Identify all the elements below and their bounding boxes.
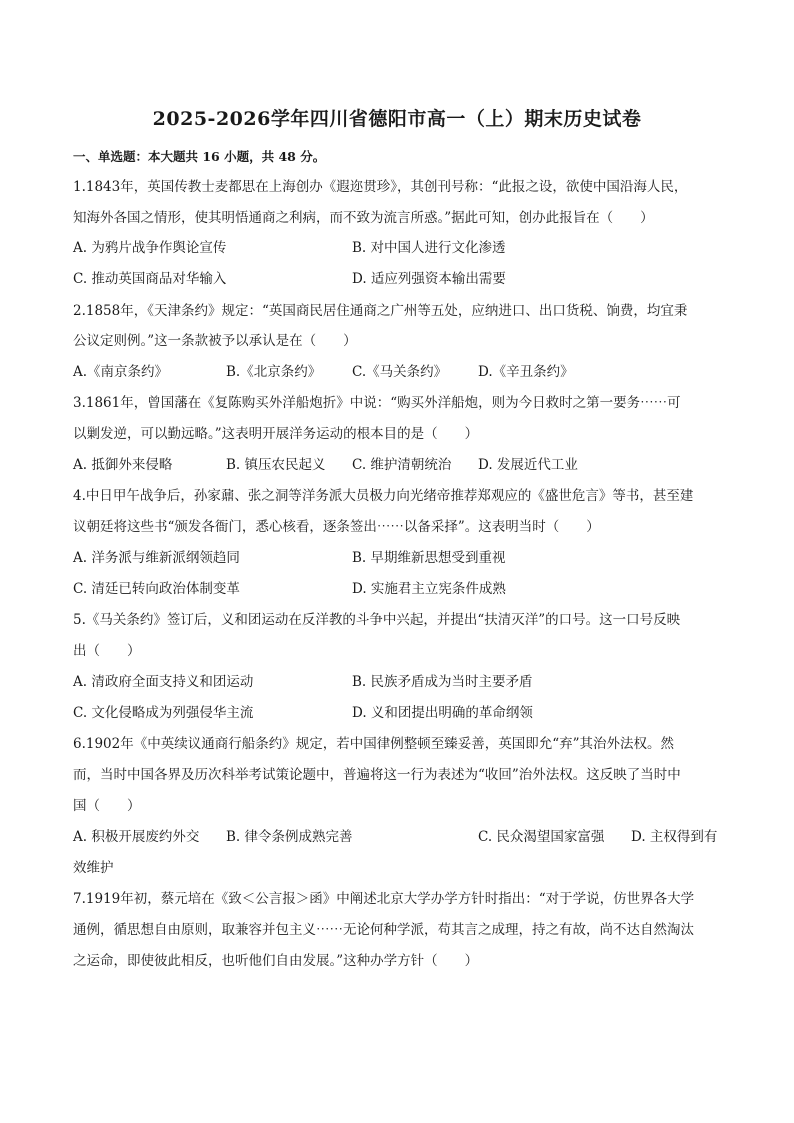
question-5-option-d: D. 义和团提出明确的革命纲领 — [352, 705, 533, 721]
question-3-line-1: 3.1861年，曾国藩在《复陈购买外洋船炮折》中说：“购买外洋船炮，则为今日救时之第一要务⋯⋯可 — [73, 395, 681, 411]
question-6-line-3: 国（ ） — [73, 798, 141, 814]
question-1-line-1: 1.1843年，英国传教士麦都思在上海创办《遐迩贯珍》，其创刊号称：“此报之设，欲使中国沿海人民， — [73, 179, 688, 195]
question-6-option-c: C. 民众渴望国家富强 — [478, 829, 605, 845]
question-4-option-a: A. 洋务派与维新派纲领趋同 — [73, 550, 240, 566]
question-4-line-1: 4.中日甲午战争后，孙家鼐、张之洞等洋务派大员极力向光绪帝推荐郑观应的《盛世危言》等书，甚至建 — [73, 488, 694, 504]
question-6-line-2: 而，当时中国各界及历次科举考试策论题中，普遍将这一行为表述为“收回”治外法权。这反映了当时中 — [73, 767, 681, 783]
question-7-line-3: 之运命，即使彼此相反，也听他们自由发展。”这种办学方针（ ） — [73, 953, 479, 969]
question-3-line-2: 以剿发逆，可以勤远略。”这表明开展洋务运动的根本目的是（ ） — [73, 426, 479, 442]
question-4-option-b: B. 早期维新思想受到重视 — [352, 550, 506, 566]
question-6-option-a: A. 积极开展废约外交 — [73, 829, 200, 845]
question-1-option-d: D. 适应列强资本输出需要 — [352, 271, 506, 287]
question-3-option-d: D. 发展近代工业 — [478, 457, 578, 473]
question-6-line-1: 6.1902年《中英续议通商行船条约》规定，若中国律例整顿至臻妥善，英国即允“弃”其治外法权。然 — [73, 736, 675, 752]
question-7-line-1: 7.1919年初，蔡元培在《致＜公言报＞函》中阐述北京大学办学方针时指出：“对于学说，仿世界各大学 — [73, 891, 695, 907]
question-2-line-1: 2.1858年，《天津条约》规定：“英国商民居住通商之广州等五处，应纳进口、出口货税、饷费，均宜秉 — [73, 303, 688, 319]
question-5-line-1: 5.《马关条约》签订后，义和团运动在反洋教的斗争中兴起，并提出“扶清灭洋”的口号。这一口号反映 — [73, 612, 681, 628]
question-6-option-b: B. 律令条例成熟完善 — [226, 829, 353, 845]
question-5-line-2: 出（ ） — [73, 643, 141, 659]
question-1-option-c: C. 推动英国商品对华输入 — [73, 271, 227, 287]
question-5-option-b: B. 民族矛盾成为当时主要矛盾 — [352, 674, 533, 690]
section-heading: 一、单选题：本大题共 16 小题，共 48 分。 — [73, 149, 326, 164]
question-1-line-2: 知海外各国之情形，使其明悟通商之利病，而不致为流言所惑。”据此可知，创办此报旨在（ ） — [73, 210, 654, 226]
question-3-option-a: A. 抵御外来侵略 — [73, 457, 173, 473]
question-5-option-c: C. 文化侵略成为列强侵华主流 — [73, 705, 254, 721]
question-7-line-2: 通例，循思想自由原则，取兼容并包主义⋯⋯无论何种学派，苟其言之成理，持之有故，尚不达自然淘汰 — [73, 922, 694, 938]
question-6-option-d-continued: 效维护 — [73, 860, 114, 876]
question-3-option-c: C. 维护清朝统治 — [352, 457, 452, 473]
question-5-option-a: A. 清政府全面支持义和团运动 — [73, 674, 254, 690]
question-1-option-b: B. 对中国人进行文化渗透 — [352, 240, 506, 256]
question-2-option-d: D.《辛丑条约》 — [478, 364, 574, 380]
question-2-option-a: A.《南京条约》 — [73, 364, 169, 380]
question-4-line-2: 议朝廷将这些书“颁发各衙门，悉心核看，逐条签出⋯⋯以备采择”。这表明当时（ ） — [73, 519, 600, 535]
question-3-option-b: B. 镇压农民起义 — [226, 457, 326, 473]
exam-title: 2025-2026学年四川省德阳市高一（上）期末历史试卷 — [152, 108, 642, 130]
question-6-option-d: D. 主权得到有 — [631, 829, 718, 845]
question-4-option-c: C. 清廷已转向政治体制变革 — [73, 581, 240, 597]
question-1-option-a: A. 为鸦片战争作舆论宣传 — [73, 240, 227, 256]
question-2-option-b: B.《北京条约》 — [226, 364, 322, 380]
question-2-line-2: 公议定则例。”这一条款被予以承认是在（ ） — [73, 333, 357, 349]
question-2-option-c: C.《马关条约》 — [352, 364, 448, 380]
question-4-option-d: D. 实施君主立宪条件成熟 — [352, 581, 506, 597]
